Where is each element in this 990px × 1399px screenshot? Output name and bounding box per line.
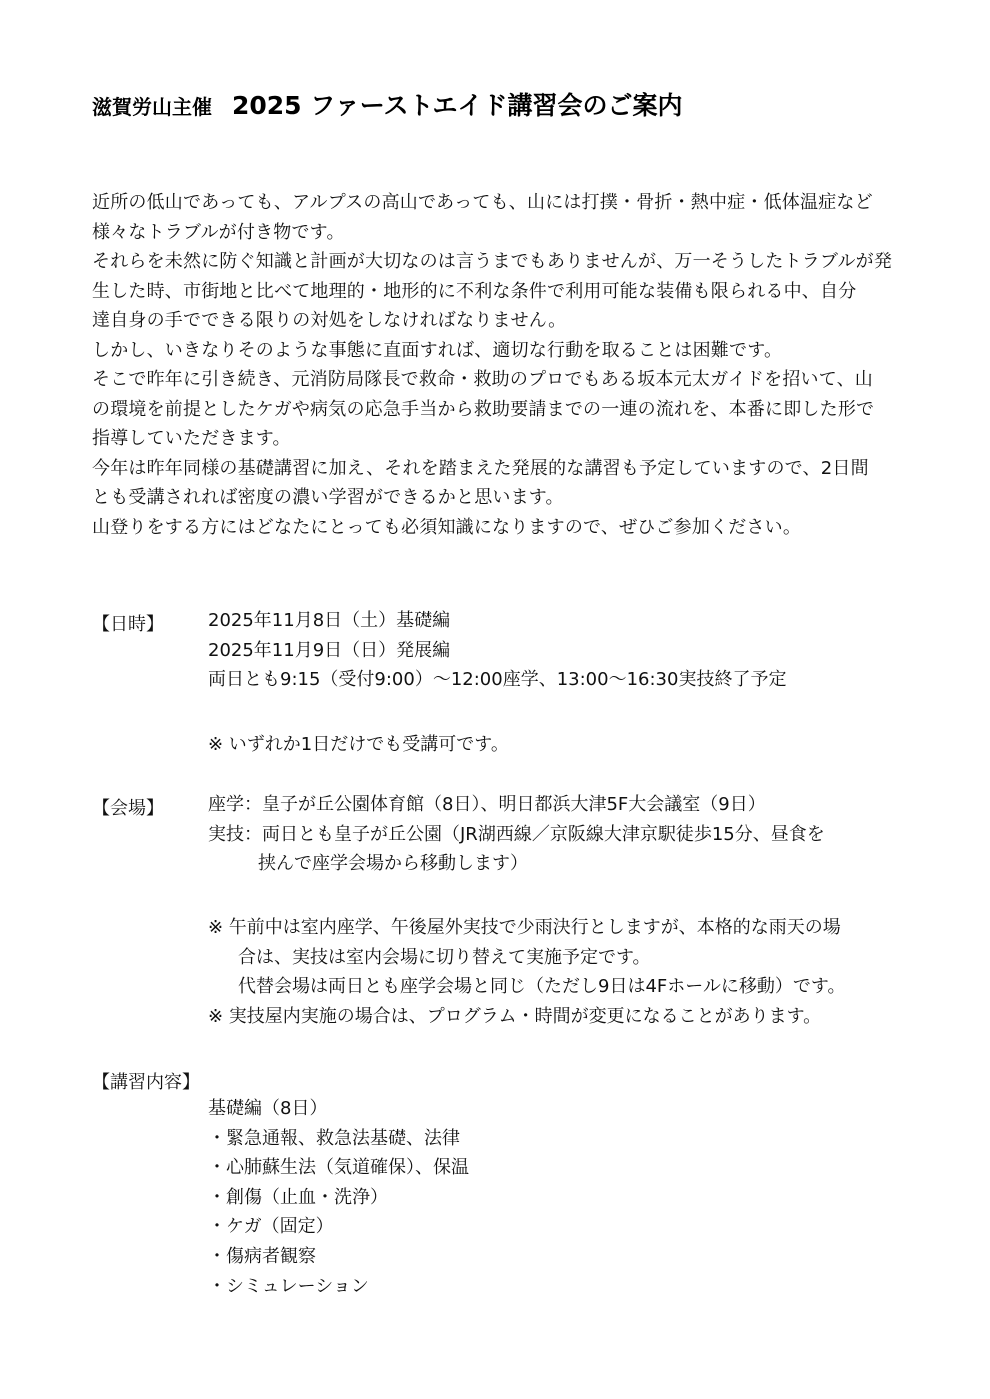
venue-line: 座学：皇子が丘公園体育館（8日）、明日都浜大津5F大会議室（9日）: [208, 794, 766, 815]
datetime-label: 【日時】: [92, 614, 164, 635]
datetime-block: [208, 606, 786, 695]
title-main: 2025 ファーストエイド講習会のご案内: [232, 91, 683, 120]
venue-line: 挟んで座学会場から移動します）: [258, 853, 528, 875]
venue-note: 合は、実技は室内会場に切り替えて実施予定です。: [238, 946, 651, 968]
content-item: ・傷病者観察: [208, 1245, 316, 1267]
intro-line: 指導していただきます。: [92, 428, 291, 449]
venue-block: [208, 790, 825, 879]
content-block: [208, 1094, 469, 1301]
intro-line: 様々なトラブルが付き物です。: [92, 221, 345, 243]
datetime-line: 2025年11月8日（土）基礎編: [208, 610, 451, 631]
content-item: ・シミュレーション: [208, 1275, 369, 1297]
intro-line: 近所の低山であっても、アルプスの高山であっても、山には打撲・骨折・熱中症・低体温症など: [92, 192, 873, 213]
datetime-note: [208, 730, 509, 760]
datetime-note-text: ※ いずれか1日だけでも受講可です。: [208, 734, 509, 755]
intro-line: の環境を前提としたケガや病気の応急手当から救助要請までの一連の流れを、本番に即した形で: [92, 398, 875, 420]
intro-line: とも受講されれば密度の濃い学習ができるかと思います。: [92, 487, 564, 508]
intro-line: 今年は昨年同様の基礎講習に加え、それを踏まえた発展的な講習も予定していますので、2日間: [92, 457, 869, 479]
venue-line: 実技：両日とも皇子が丘公園（JR湖西線／京阪線大津京駅徒歩15分、昼食を: [208, 823, 825, 845]
intro-line: しかし、いきなりそのような事態に直面すれば、適切な行動を取ることは困難です。: [92, 339, 783, 361]
datetime-line: 両日とも9:15（受付9:00）～12:00座学、13:00～16:30実技終了予定: [208, 669, 787, 691]
content-item: ・緊急通報、救急法基礎、法律: [208, 1127, 460, 1149]
intro-line: そこで昨年に引き続き、元消防局隊長で救命・救助のプロでもある坂本元太ガイドを招いて、山: [92, 369, 873, 390]
venue-note: ※ 実技屋内実施の場合は、プログラム・時間が変更になることがあります。: [208, 1005, 822, 1027]
venue-label: 【会場】: [92, 798, 164, 819]
content-heading: 基礎編（8日）: [208, 1098, 328, 1119]
content-item: ・創傷（止血・洗浄）: [208, 1186, 388, 1208]
venue-note: ※ 午前中は室内座学、午後屋外実技で少雨決行としますが、本格的な雨天の場: [208, 917, 841, 938]
page-title: [92, 86, 683, 122]
intro-line: 達自身の手でできる限りの対処をしなければなりません。: [92, 310, 567, 331]
content-item: ・心肺蘇生法（気道確保）、保温: [208, 1157, 469, 1179]
content-item: ・ケガ（固定）: [208, 1216, 334, 1238]
venue-notes: [208, 913, 845, 1031]
intro-paragraph: [92, 188, 922, 542]
venue-note: 代替会場は両日とも座学会場と同じ（ただし9日は4Fホールに移動）です。: [238, 976, 846, 998]
content-label: 【講習内容】: [92, 1072, 200, 1093]
intro-line: 山登りをする方にはどなたにとっても必須知識になりますので、ぜひご参加ください。: [92, 516, 802, 538]
intro-line: 生した時、市街地と比べて地理的・地形的に不利な条件で利用可能な装備も限られる中、自分: [92, 280, 857, 302]
title-organizer: 滋賀労山主催: [92, 95, 212, 119]
intro-line: それらを未然に防ぐ知識と計画が大切なのは言うまでもありませんが、万一そうしたトラブルが発: [92, 251, 893, 272]
datetime-line: 2025年11月9日（日）発展編: [208, 639, 451, 661]
